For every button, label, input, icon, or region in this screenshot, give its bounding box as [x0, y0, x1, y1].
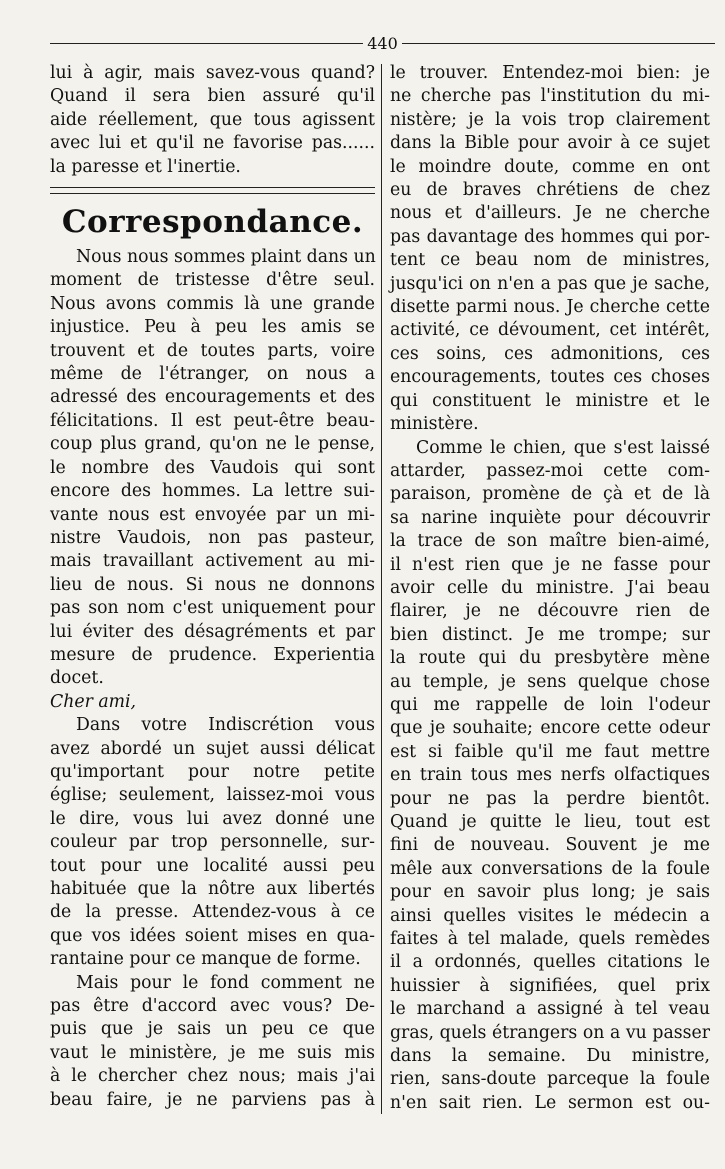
text-line: mesure de prudence. Experientia: [50, 644, 375, 665]
text-line: même de l'étranger, on nous a: [50, 364, 375, 385]
text-line: est si faible qu'il me faut mettre: [390, 741, 710, 762]
text-line: le nombre des Vaudois qui sont: [50, 457, 375, 478]
page-number: 440: [367, 33, 398, 53]
text-line: lieu de nous. Si nous ne donnons: [50, 574, 375, 595]
text-line: Dans votre Indiscrétion vous: [76, 715, 375, 736]
text-line: disette parmi nous. Je cherche cette: [390, 297, 710, 318]
text-line: le dire, vous lui avez donné une: [50, 808, 375, 829]
text-line: pas être d'accord avec vous? De-: [50, 996, 375, 1017]
text-line: tent ce beau nom de ministres,: [390, 250, 710, 271]
text-line: injustice. Peu à peu les amis se: [50, 317, 375, 338]
text-line: gras, quels étrangers on a vu passer: [390, 1022, 710, 1043]
text-line: avoir celle du ministre. J'ai beau: [390, 577, 710, 598]
text-line: vaut le ministère, je me suis mis: [50, 1042, 375, 1063]
text-line: que je souhaite; encore cette odeur: [390, 718, 710, 739]
text-line: paraison, promène de çà et de là: [390, 484, 710, 505]
text-line: le trouver. Entendez-moi bien: je: [390, 63, 710, 83]
text-line: il n'est rien que je ne fasse pour: [390, 554, 710, 575]
text-line: flairer, je ne découvre rien de: [390, 601, 710, 622]
text-line: qui constituent le ministre et le: [390, 390, 710, 411]
text-line: habituée que la nôtre aux libertés: [50, 879, 375, 899]
text-line: il a ordonnés, quelles citations le: [390, 952, 710, 973]
letter-paragraph: [50, 714, 375, 971]
text-line: encouragements, toutes ces choses: [390, 367, 710, 388]
text-line: félicitations. Il est peut-être beau-: [50, 410, 375, 431]
text-line: à le chercher chez nous; mais j'ai: [50, 1066, 375, 1087]
text-line: adressé des encouragements et des: [50, 387, 375, 408]
text-line: mais travaillant activement au mi-: [50, 551, 375, 572]
intro-paragraph: [50, 246, 375, 691]
text-line: coup plus grand, qu'on ne le pense,: [50, 434, 375, 455]
text-line: activité, ce dévoument, cet intérêt,: [390, 320, 710, 341]
header-rule-left: [50, 43, 363, 44]
text-line: huissier à signifiées, quel prix: [390, 975, 710, 996]
text-line: attarder, passez-moi cette com-: [390, 460, 710, 481]
text-line: qu'important pour notre petite: [50, 761, 375, 782]
text-line: dans la Bible pour avoir à ce sujet: [390, 133, 710, 154]
section-title: Correspondance.: [61, 204, 364, 241]
section-divider: [50, 187, 375, 194]
text-line: beau faire, je ne parviens pas à: [50, 1089, 375, 1110]
text-line: pas son nom c'est uniquement pour: [50, 598, 375, 619]
text-line: dans la semaine. Du ministre,: [390, 1046, 710, 1067]
text-line: Mais pour le fond comment ne: [76, 972, 375, 993]
text-line: Quand je quitte le lieu, tout est: [390, 812, 710, 832]
text-line: jusqu'ici on n'en a pas que je sache,: [390, 273, 710, 294]
text-line: au temple, je sens quelque chose: [390, 671, 710, 692]
text-line: docet.: [50, 668, 104, 689]
right-column: [390, 62, 710, 1115]
text-line: mêle aux conversations de la foule: [390, 858, 710, 879]
text-line: faites à tel malade, quels remèdes: [390, 929, 710, 950]
text-line: que vos idées soient mises en qua-: [50, 925, 375, 946]
header-rule-right: [402, 43, 715, 44]
text-line: église; seulement, laissez-moi vous: [50, 785, 375, 806]
text-line: ne cherche pas l'institution du mi-: [390, 86, 710, 107]
continued-paragraph: [50, 62, 375, 179]
text-line: en train tous mes nerfs olfactiques: [390, 765, 710, 786]
text-line: puis que je sais un peu ce que: [50, 1019, 375, 1040]
text-line: lui éviter des désagréments et par: [50, 621, 375, 642]
letter-salutation: Cher ami,: [50, 691, 137, 712]
text-line: pour ne pas la perdre bientôt.: [390, 788, 710, 809]
text-line: la trace de son maître bien-aimé,: [390, 531, 710, 552]
text-line: sa narine inquiète pour découvrir: [390, 507, 710, 528]
text-line: avez abordé un sujet aussi délicat: [50, 738, 375, 759]
text-line: ces soins, ces admonitions, ces: [390, 343, 710, 364]
text-line: de la presse. Attendez-vous à ce: [50, 902, 375, 923]
text-line: pas davantage des hommes qui por-: [390, 226, 710, 247]
text-line: fini de nouveau. Souvent je me: [390, 835, 710, 856]
text-line: bien distinct. Je me trompe; sur: [390, 624, 710, 645]
text-line: trouvent et de toutes parts, voire: [50, 340, 375, 361]
text-line: ainsi quelles visites le médecin a: [390, 905, 710, 926]
text-line: pour en savoir plus long; je sais: [390, 882, 710, 903]
page-header: [50, 32, 715, 54]
text-line: Comme le chien, que s'est laissé: [416, 437, 710, 458]
text-line: vante nous est envoyée par un mi-: [50, 504, 375, 525]
letter-paragraph: [390, 437, 710, 1116]
text-line: le marchand a assigné à tel veau: [390, 999, 710, 1020]
text-line: lui à agir, mais savez-vous quand?: [50, 63, 375, 83]
text-line: eu de braves chrétiens de chez: [390, 180, 710, 201]
text-line: n'en sait rien. Le sermon est ou-: [390, 1092, 710, 1113]
text-line: moment de tristesse d'être seul.: [50, 270, 375, 291]
text-line: couleur par trop personnelle, sur-: [50, 832, 375, 853]
letter-paragraph: [50, 972, 375, 1112]
letter-paragraph: [390, 62, 710, 437]
text-line: nistre Vaudois, non pas pasteur,: [50, 527, 375, 548]
text-line: Quand il sera bien assuré qu'il: [50, 86, 375, 107]
text-line: qui me rappelle de loin l'odeur: [390, 694, 710, 715]
text-line: la paresse et l'inertie.: [50, 156, 241, 177]
text-line: Nous avons commis là une grande: [50, 293, 375, 314]
left-column: [50, 62, 375, 1112]
text-line: nistère; je la vois trop clairement: [390, 109, 710, 130]
text-line: tout pour une localité aussi peu: [50, 855, 375, 876]
text-line: rantaine pour ce manque de forme.: [50, 949, 361, 970]
text-line: Nous nous sommes plaint dans un: [76, 247, 376, 268]
column-divider: [381, 64, 382, 1114]
text-line: la route qui du presbytère mène: [390, 648, 710, 669]
text-line: ministère.: [390, 414, 479, 435]
text-line: avec lui et qu'il ne favorise pas......: [50, 133, 375, 154]
text-line: aide réellement, que tous agissent: [50, 109, 375, 130]
text-line: encore des hommes. La lettre sui-: [50, 481, 375, 502]
text-line: le moindre doute, comme en ont: [390, 156, 710, 177]
text-line: rien, sans-doute parceque la foule: [390, 1069, 710, 1090]
text-line: nous et d'ailleurs. Je ne cherche: [390, 203, 710, 224]
